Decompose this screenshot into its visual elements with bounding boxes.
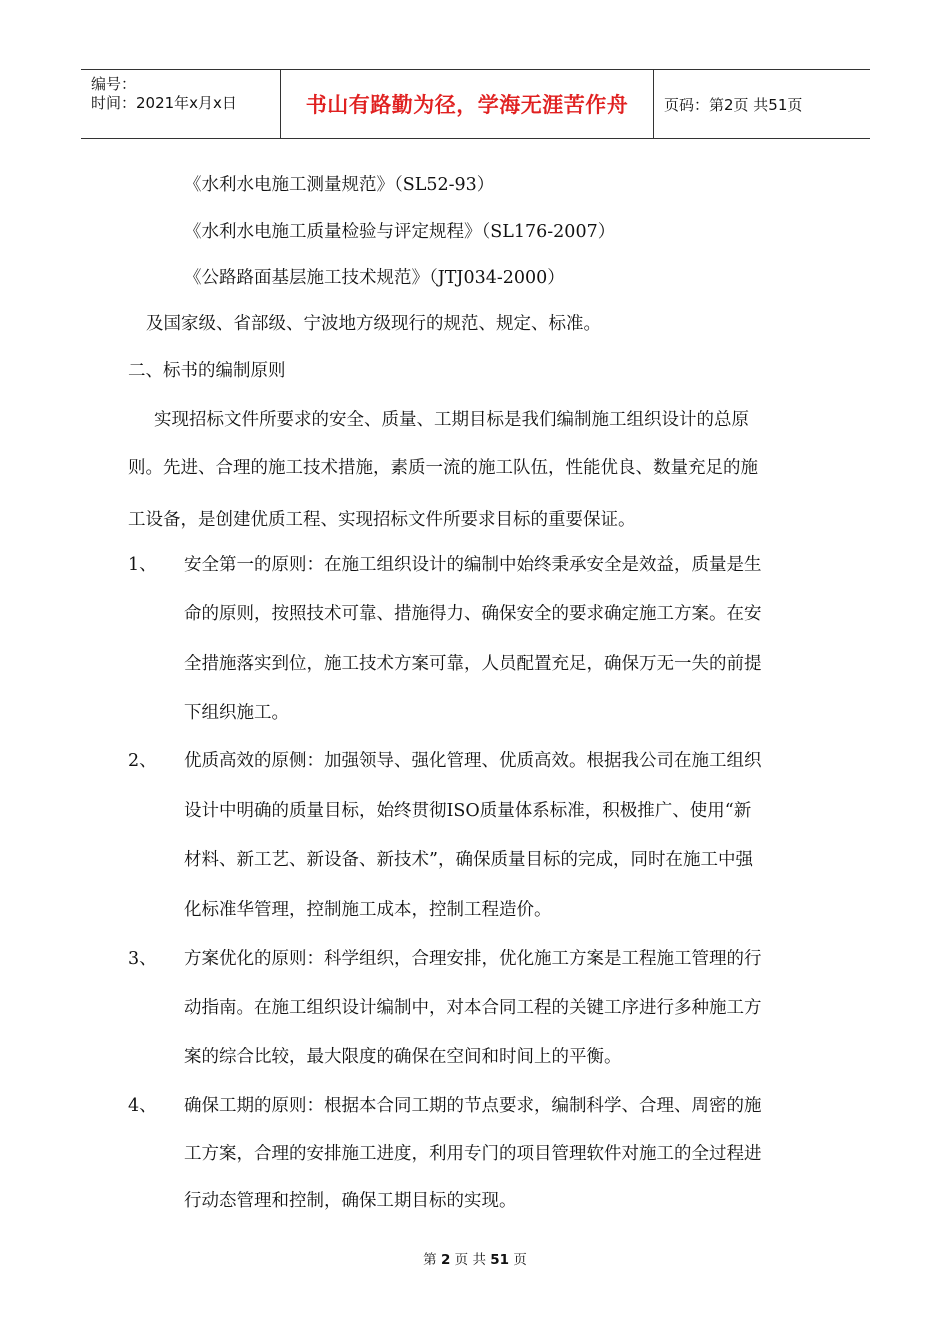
national-note: 及国家级、省部级、宁波地方级现行的规范、规定、标准。 (146, 314, 601, 334)
intro-line: 则。先进、合理的施工技术措施，素质一流的施工队伍，性能优良、数量充足的施 (128, 458, 758, 478)
principle-line: 安全第一的原则：在施工组织设计的编制中始终秉承安全是效益，质量是生 (184, 555, 762, 575)
time-label: 时间：2021年x月x日 (91, 94, 237, 112)
intro-line: 工设备，是创建优质工程、实现招标文件所要求目标的重要保证。 (128, 510, 636, 530)
principle-line: 动指南。在施工组织设计编制中，对本合同工程的关键工序进行多种施工方 (184, 998, 762, 1018)
principle-line: 化标准华管理，控制施工成本，控制工程造价。 (184, 900, 552, 920)
principle-number: 2、 (128, 751, 157, 771)
principle-line: 行动态管理和控制，确保工期目标的实现。 (184, 1191, 517, 1211)
principle-line: 工方案，合理的安排施工进度，利用专门的项目管理软件对施工的全过程进 (184, 1144, 762, 1164)
standard-item: 《公路路面基层施工技术规范》（JTJ034-2000） (184, 268, 565, 288)
principle-line: 确保工期的原则：根据本合同工期的节点要求，编制科学、合理、周密的施 (184, 1096, 762, 1116)
principle-line: 优质高效的原侧：加强领导、强化管理、优质高效。根据我公司在施工组织 (184, 751, 762, 771)
header-motto-cell (281, 70, 654, 138)
page-header (81, 69, 870, 139)
page-info: 页码：第2页 共51页 (664, 95, 803, 114)
principle-number: 4、 (128, 1096, 157, 1116)
principle-line: 方案优化的原则：科学组织，合理安排，优化施工方案是工程施工管理的行 (184, 949, 762, 969)
header-page-cell (654, 70, 870, 138)
footer-total-pages: 51 (490, 1252, 510, 1268)
principle-number: 1、 (128, 555, 157, 575)
footer-prefix: 第 (423, 1252, 437, 1268)
serial-label: 编号： (91, 75, 137, 93)
principle-number: 3、 (128, 949, 157, 969)
section-title: 二、标书的编制原则 (128, 361, 286, 381)
standard-item: 《水利水电施工质量检验与评定规程》（SL176-2007） (184, 222, 616, 242)
footer-page-number: 2 (440, 1252, 451, 1268)
footer-suffix: 页 (513, 1252, 527, 1268)
principle-line: 下组织施工。 (184, 703, 289, 723)
footer-middle: 页 共 (454, 1252, 486, 1268)
principle-line: 全措施落实到位，施工技术方案可靠，人员配置充足，确保万无一失的前提 (184, 654, 762, 674)
standard-item: 《水利水电施工测量规范》（SL52-93） (184, 175, 495, 195)
header-left-cell (81, 70, 281, 138)
intro-line: 实现招标文件所要求的安全、质量、工期目标是我们编制施工组织设计的总原 (154, 410, 749, 430)
page-footer (0, 1248, 950, 1268)
principle-line: 案的综合比较，最大限度的确保在空间和时间上的平衡。 (184, 1047, 622, 1067)
principle-line: 命的原则，按照技术可靠、措施得力、确保安全的要求确定施工方案。在安 (184, 604, 762, 624)
principle-line: 设计中明确的质量目标，始终贯彻ISO质量体系标准，积极推广、使用“新 (184, 801, 752, 821)
principle-line: 材料、新工艺、新设备、新技术”，确保质量目标的完成，同时在施工中强 (184, 850, 753, 870)
motto-text: 书山有路勤为径，学海无涯苦作舟 (305, 93, 629, 117)
